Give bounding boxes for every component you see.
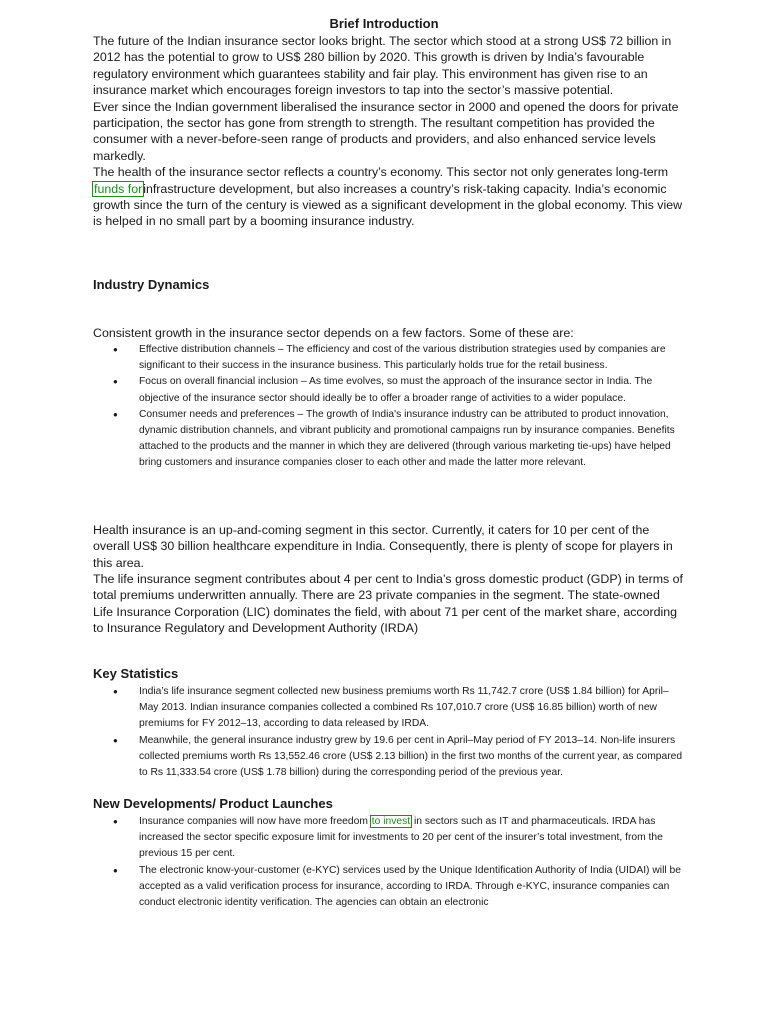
page-title: Brief Introduction [329,16,439,31]
health-insurance-paragraph: Health insurance is an up-and-coming segment in this sector. Currently, it caters for 10 per cent of the overall US$ 30 billion healthcare expenditure in India. Consequently, there is plenty of scope for players in this area. [93,523,673,570]
intro-p3-text-before: The health of the insurance sector reflects a country’s economy. This sector not only generates long-term [93,165,669,180]
list-item: ● The electronic know-your-customer (e-KYC) services used by the Unique Identification Authority of India (UIDAI) will be accepted as a valid verification process for insurance, according to IRDA. Through e-KYC, insurance companies can conduct electronic identity verification. The agencies can obtain an electronic [93,863,683,912]
life-insurance-paragraph: The life insurance segment contributes about 4 per cent to India’s gross domestic product (GDP) in terms of total premiums underwritten annually. There are 23 private companies in the segment. The state-owned Life Insurance Corporation (LIC) dominates the field, with about 71 per cent of the market share, according to Insurance Regulatory and Development Authority (IRDA) [93,572,683,636]
list-item: ● Meanwhile, the general insurance industry grew by 19.6 per cent in April–May period of FY 2013–14. Non-life insurers collected premiums worth Rs 13,552.46 crore (US$ 2.13 billion) in the first two months of the current year, as compared to Rs 11,333.54 crore (US$ 1.78 billion) during the corresponding period of the previous year. [93,733,683,782]
intro-paragraph-3 [93,164,683,230]
list-item: ● Consumer needs and preferences – The growth of India's insurance industry can be attributed to product innovation, dynamic distribution channels, and vibrant publicity and promotional campaigns run by insurance companies. Benefits attached to the products and the manner in which they are delivered (through various marketing tie-ups) have helped bring customers and insurance companies closer to each other and made the latter more relevant. [93,407,683,472]
list-item: ● Effective distribution channels – The efficiency and cost of the various distribution strategies used by companies are significant to their success in the insurance business. This particularly holds true for the retail business. [93,342,683,374]
bullet-text-before: Insurance companies will now have more freedom [139,816,371,827]
new-developments-heading: New Developments/ Product Launches [93,796,333,811]
dynamics-lead: Consistent growth in the insurance sector depends on a few factors. Some of these are: [93,326,574,340]
list-item: ● India’s life insurance segment collected new business premiums worth Rs 11,742.7 crore (US$ 1.84 billion) for April–May 2013. Indian insurance companies collected a combined Rs 107,010.7 crore (US$ 16.85 billion) worth of new premiums for FY 2012–13, according to data released by IRDA. [93,684,683,733]
key-statistics-heading: Key Statistics [93,666,179,681]
list-item [93,814,683,863]
intro-section [93,33,683,230]
statistics-bullet-list [93,684,683,781]
intro-paragraph-2: Ever since the Indian government liberalised the insurance sector in 2000 and opened the doors for private participation, the sector has gone from strength to strength. The resultant competition has provided the consumer with a never-before-seen range of products and providers, and also enhanced service levels markedly. [93,99,679,163]
list-item: ● Focus on overall financial inclusion – As time evolves, so must the approach of the insurance sector in India. The objective of the insurance sector should ideally be to offer a broader range of activities to a wider populace. [93,374,683,406]
intro-p3-text-after: infrastructure development, but also increases a country’s risk-taking capacity. India’s economic growth since the turn of the century is viewed as a significant development in the global economy. This view is helped in no small part by a booming insurance industry. [93,181,683,229]
dynamics-bullet-list [93,342,683,472]
to-invest-link[interactable]: to invest [371,816,411,827]
intro-paragraph-1: The future of the Indian insurance sector looks bright. The sector which stood at a strong US$ 72 billion in 2012 has the potential to grow to US$ 280 billion by 2020. This growth is driven by India’s favourable regulatory environment which guarantees stability and fair play. This environment has given rise to an insurance market which encourages foreign investors to tap into the sector’s massive potential. [93,34,672,98]
bullet-text-after: in sectors such as IT and pharmaceuticals. IRDA has increased the sector specific exposure limit for investments to 20 per cent of the insurer’s total investment, from the previous 15 per cent. [139,816,663,860]
funds-for-link[interactable]: funds for [94,181,143,196]
industry-dynamics-heading: Industry Dynamics [93,277,210,292]
developments-bullet-list [93,814,683,911]
